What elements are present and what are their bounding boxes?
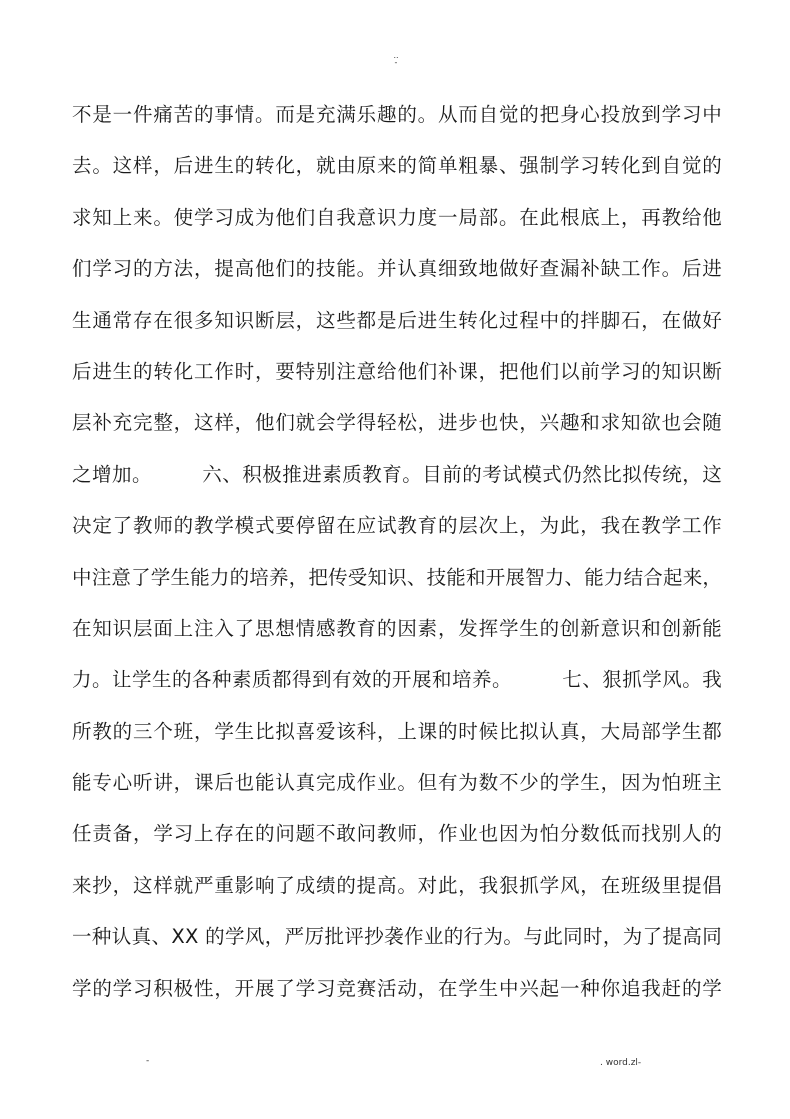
text-line: 决定了教师的教学模式要停留在应试教育的层次上，为此，我在教学工作 bbox=[72, 514, 722, 538]
text-line: 去。这样，后进生的转化，就由原来的简单粗暴、强制学习转化到自觉的 bbox=[72, 154, 722, 178]
text-line: 求知上来。使学习成为他们自我意识力度一局部。在此根底上，再教给他 bbox=[72, 205, 722, 229]
text-line: 来抄，这样就严重影响了成绩的提高。对此，我狠抓学风，在班级里提倡 bbox=[72, 873, 722, 897]
text-line: 之增加。 六、积极推进素质教育。目前的考试模式仍然比拟传统，这 bbox=[72, 462, 722, 486]
footer-source-label: . word.zl- bbox=[600, 1058, 642, 1068]
header-mark-bottom: - bbox=[394, 58, 398, 67]
text-line: 所教的三个班，学生比拟喜爱该科，上课的时候比拟认真，大局部学生都 bbox=[72, 719, 722, 743]
text-line: 中注意了学生能力的培养，把传受知识、技能和开展智力、能力结合起来， bbox=[72, 565, 722, 589]
text-line: 任责备，学习上存在的问题不敢问教师，作业也因为怕分数低而找别人的 bbox=[72, 822, 722, 846]
text-line: 在知识层面上注入了思想情感教育的因素，发挥学生的创新意识和创新能 bbox=[72, 616, 722, 640]
text-line: 不是一件痛苦的事情。而是充满乐趣的。从而自觉的把身心投放到学习中 bbox=[72, 103, 722, 126]
text-line: 能专心听讲，课后也能认真完成作业。但有为数不少的学生，因为怕班主 bbox=[72, 771, 722, 795]
text-line: 力。让学生的各种素质都得到有效的开展和培养。 七、狠抓学风。我 bbox=[72, 668, 722, 692]
text-line: 一种认真、XX 的学风，严厉批评抄袭作业的行为。与此同时，为了提高同 bbox=[72, 925, 722, 949]
text-line: 层补充完整，这样，他们就会学得轻松，进步也快，兴趣和求知欲也会随 bbox=[72, 411, 722, 435]
text-line: 生通常存在很多知识断层，这些都是后进生转化过程中的拌脚石，在做好 bbox=[72, 308, 722, 332]
header-mark-top: .. bbox=[393, 51, 399, 60]
text-line: 们学习的方法，提高他们的技能。并认真细致地做好查漏补缺工作。后进 bbox=[72, 257, 722, 281]
document-body bbox=[72, 98, 722, 1023]
text-line: 学的学习积极性，开展了学习竞赛活动，在学生中兴起一种你追我赶的学 bbox=[72, 976, 722, 1000]
header-mark bbox=[388, 52, 404, 66]
footer-left-mark: - bbox=[146, 1056, 150, 1066]
text-line: 后进生的转化工作时，要特别注意给他们补课，把他们以前学习的知识断 bbox=[72, 359, 722, 383]
